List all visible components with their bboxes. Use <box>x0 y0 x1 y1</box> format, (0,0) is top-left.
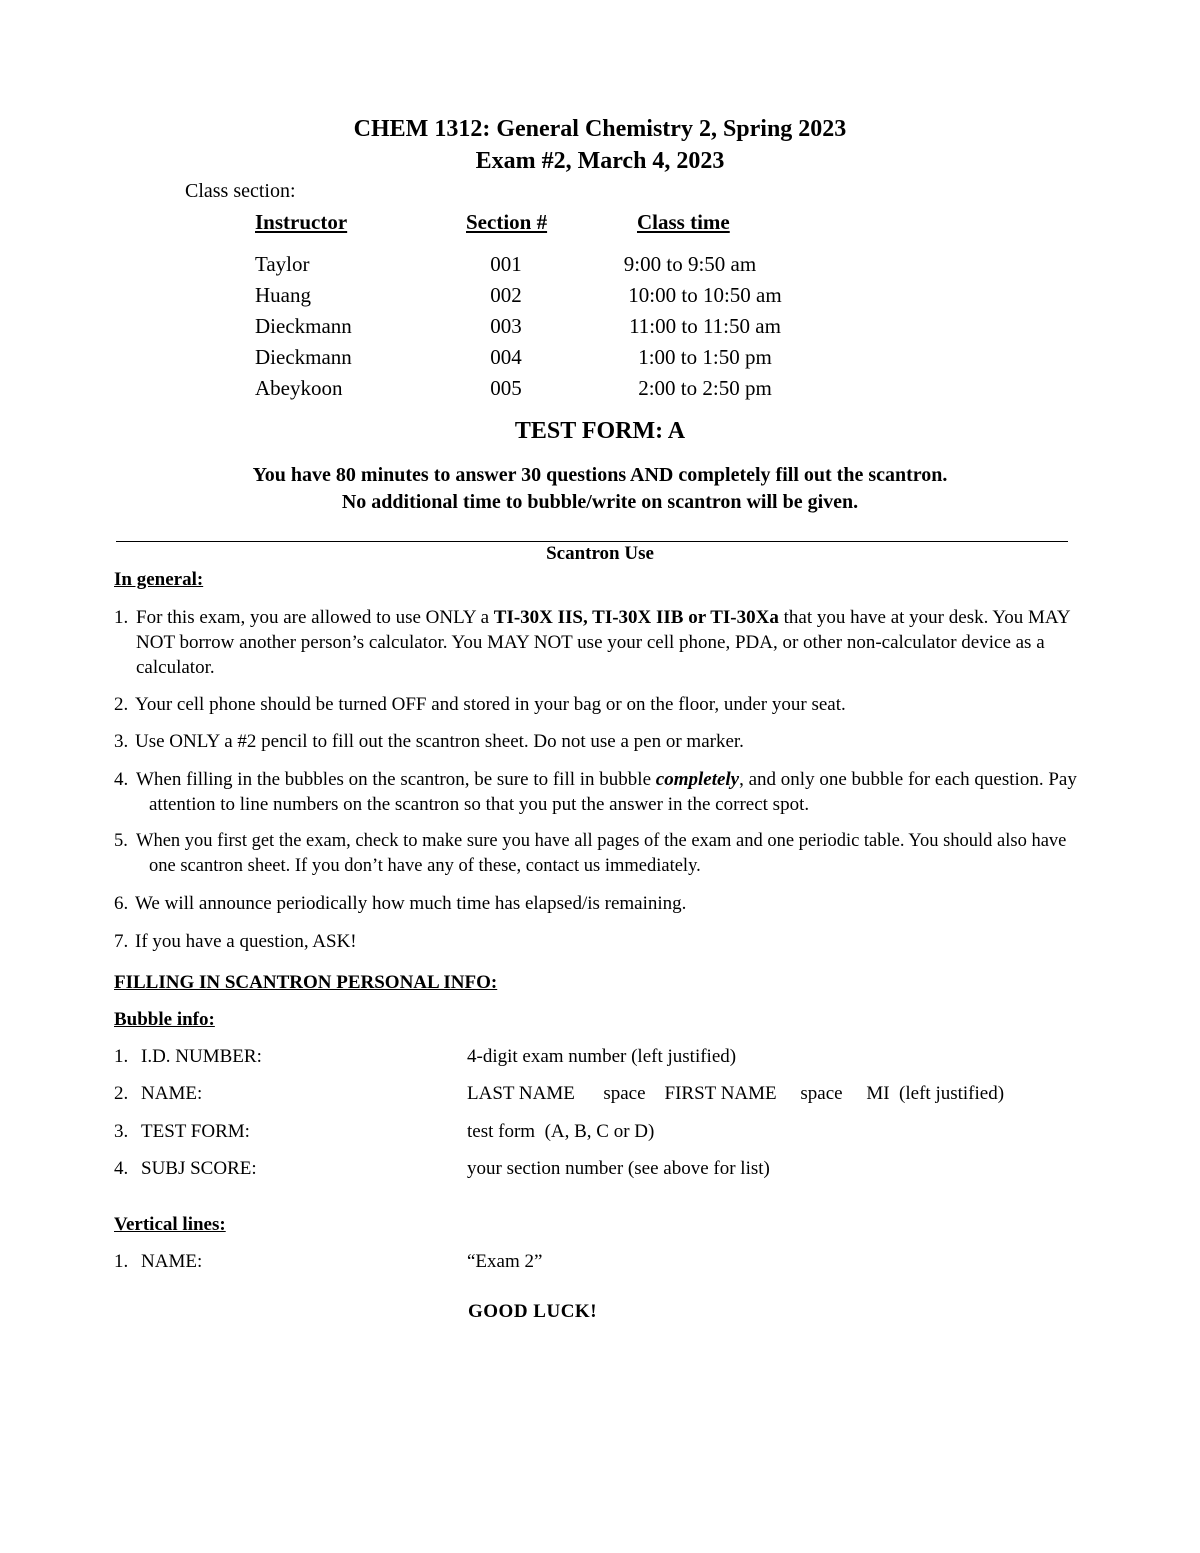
bubble-info-heading: Bubble info: <box>114 1009 215 1030</box>
item-text: We will announce periodically how much time has elapsed/is remaining. <box>135 893 687 914</box>
item-number: 1. <box>114 1251 129 1272</box>
time-cell: 11:00 to 11:50 am <box>629 314 781 338</box>
exam-title: CHEM 1312: General Chemistry 2, Spring 2023 <box>353 116 847 142</box>
item-number: 6. <box>114 893 129 914</box>
field-name: NAME: <box>141 1251 203 1272</box>
list-item <box>114 767 1094 817</box>
list-item <box>114 929 1094 954</box>
item-number: 1. <box>114 1046 129 1067</box>
item-number: 5. <box>114 831 128 851</box>
field-name: TEST FORM: <box>141 1121 250 1142</box>
exam-subtitle: Exam #2, March 4, 2023 <box>475 148 725 174</box>
field-name: I.D. NUMBER: <box>141 1046 262 1067</box>
item-text: For this exam, you are allowed to use ONLY a <box>136 607 494 628</box>
vertical-lines-heading: Vertical lines: <box>114 1214 226 1235</box>
scantron-use-heading: Scantron Use <box>546 543 654 564</box>
test-form-label: TEST FORM: A <box>514 418 686 444</box>
item-text: Use ONLY a #2 pencil to fill out the scantron sheet. Do not use a pen or marker. <box>135 731 744 752</box>
field-name: SUBJ SCORE: <box>141 1158 257 1179</box>
item-text: When you first get the exam, check to make sure you have all pages of the exam and one periodic table. You should also have one scantron sheet. If you don’t have any of these, contact us immediately. <box>136 831 1067 876</box>
instructor-cell: Taylor <box>255 252 310 276</box>
field-value: LAST NAME space FIRST NAME space MI (left justified) <box>467 1083 1005 1104</box>
list-item <box>114 891 1094 916</box>
item-number: 4. <box>114 769 129 790</box>
item-text-cont: that you have at your desk. You MAY NOT borrow another person’s calculator. You MAY NOT use your cell phone, PDA, or other non-calculator device as a calculator. <box>136 607 1070 678</box>
item-text: When filling in the bubbles on the scantron, be sure to fill in bubble <box>136 769 656 790</box>
field-name: NAME: <box>141 1083 203 1104</box>
list-item <box>114 692 1094 717</box>
item-number: 4. <box>114 1158 129 1179</box>
col-header-section: Section # <box>466 210 548 234</box>
item-text: Your cell phone should be turned OFF and stored in your bag or on the floor, under your seat. <box>135 694 846 715</box>
field-value: “Exam 2” <box>467 1251 543 1272</box>
time-cell: 1:00 to 1:50 pm <box>638 345 772 369</box>
col-header-instructor: Instructor <box>255 210 348 234</box>
item-number: 3. <box>114 731 129 752</box>
section-cell: 001 <box>490 252 522 276</box>
section-cell: 002 <box>490 283 522 307</box>
instructor-cell: Abeykoon <box>255 376 343 400</box>
col-header-class-time: Class time <box>637 210 730 234</box>
item-number: 7. <box>114 931 129 952</box>
personal-info-heading: FILLING IN SCANTRON PERSONAL INFO: <box>114 972 498 993</box>
time-cell: 9:00 to 9:50 am <box>623 252 757 276</box>
section-cell: 003 <box>490 314 522 338</box>
item-text: If you have a question, ASK! <box>135 931 357 952</box>
instructor-cell: Dieckmann <box>255 314 352 338</box>
instructor-cell: Dieckmann <box>255 345 352 369</box>
in-general-heading: In general: <box>114 569 204 590</box>
section-divider <box>116 541 1068 542</box>
time-cell: 2:00 to 2:50 pm <box>638 376 772 400</box>
item-text-cont: , and only one bubble for each question. Pay attention to line numbers on the scantron so that you put the answer in the correct spot. <box>149 769 1077 815</box>
section-cell: 004 <box>490 345 522 369</box>
item-number: 1. <box>114 607 129 628</box>
item-number: 3. <box>114 1121 129 1142</box>
field-value: your section number (see above for list) <box>467 1158 770 1179</box>
emphasis-completely: completely <box>655 769 740 790</box>
time-notice-line1: You have 80 minutes to answer 30 questions AND completely fill out the scantron. <box>252 464 948 486</box>
time-cell: 10:00 to 10:50 am <box>628 283 782 307</box>
list-item <box>114 729 1094 754</box>
list-item <box>114 605 1094 680</box>
field-value: test form (A, B, C or D) <box>467 1121 655 1142</box>
good-luck-text: GOOD LUCK! <box>468 1301 598 1322</box>
time-notice-line2: No additional time to bubble/write on scantron will be given. <box>341 491 859 513</box>
list-item <box>114 829 1094 879</box>
item-number: 2. <box>114 1083 129 1104</box>
item-number: 2. <box>114 694 129 715</box>
calculator-models: TI-30X IIS, TI-30X IIB or TI-30Xa <box>493 607 779 628</box>
class-section-label: Class section: <box>185 180 296 202</box>
section-cell: 005 <box>490 376 522 400</box>
field-value: 4-digit exam number (left justified) <box>467 1046 737 1067</box>
instructor-cell: Huang <box>255 283 311 307</box>
